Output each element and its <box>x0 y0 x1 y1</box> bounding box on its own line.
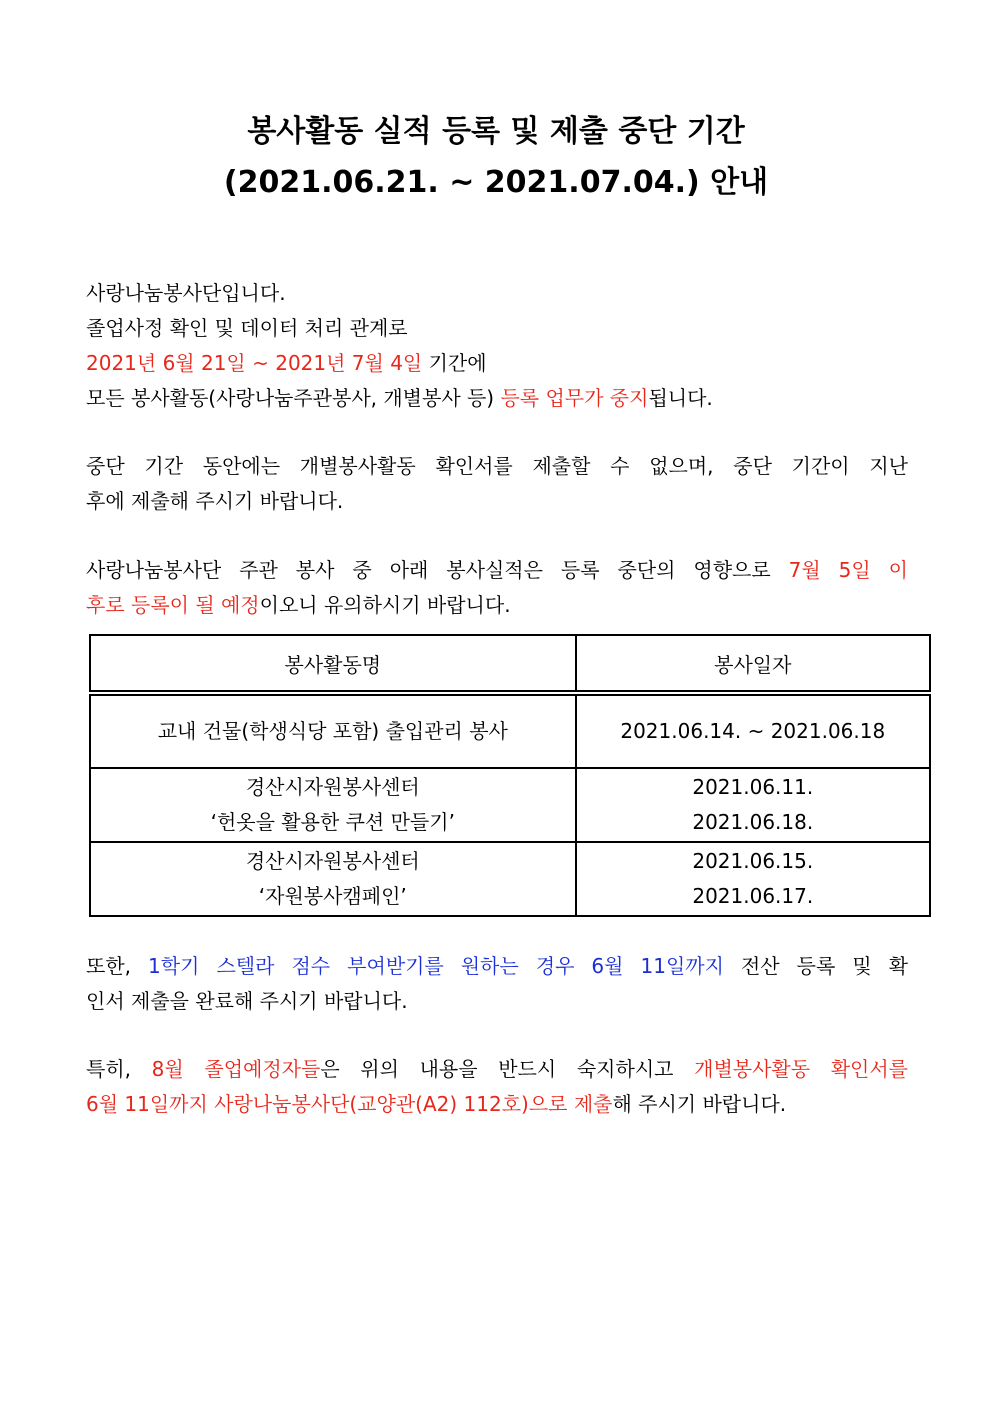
registration-suspended-highlight: 등록 업무가 중지 <box>500 386 649 410</box>
stella-paragraph <box>86 949 908 1019</box>
activity-date-cell <box>576 693 930 768</box>
notice-line <box>86 553 908 588</box>
table-row <box>90 768 930 842</box>
stella-text: 전산 등록 및 확 <box>723 954 908 978</box>
stella-deadline-highlight: 1학기 스텔라 점수 부여받기를 원하는 경우 6월 11일까지 <box>148 954 724 978</box>
activity-date: 2021.06.11. <box>692 775 814 799</box>
table-header-row <box>90 635 930 693</box>
graduates-line <box>86 1052 908 1087</box>
activity-name: ‘헌옷을 활용한 쿠션 만들기’ <box>210 810 455 834</box>
august-graduates-highlight: 8월 졸업예정자들 <box>151 1057 321 1081</box>
graduates-text: 특히, <box>86 1057 152 1081</box>
table-row <box>90 693 930 768</box>
graduates-line <box>86 1087 908 1122</box>
graduates-paragraph <box>86 1052 908 1122</box>
service-activity-table <box>89 634 931 917</box>
intro-scope-suffix: 됩니다. <box>648 386 713 410</box>
activity-date: 2021.06.14. ~ 2021.06.18 <box>620 719 886 743</box>
activity-organizer: 경산시자원봉사센터 <box>245 775 420 799</box>
notice-line <box>86 588 908 623</box>
activity-date: 2021.06.18. <box>692 810 814 834</box>
activity-name-cell <box>90 768 576 842</box>
intro-line: 졸업사정 확인 및 데이터 처리 관계로 <box>86 316 408 340</box>
table-row <box>90 842 930 916</box>
document-subtitle-period: (2021.06.21. ~ 2021.07.04.) 안내 <box>223 165 769 200</box>
suspension-paragraph <box>86 449 908 519</box>
registration-date-highlight: 7월 5일 이 <box>788 558 908 582</box>
intro-period-line <box>86 346 908 381</box>
suspension-period-highlight: 2021년 6월 21일 ~ 2021년 7월 4일 <box>86 351 423 375</box>
intro-line: 사랑나눔봉사단입니다. <box>86 281 286 305</box>
graduates-text: 은 위의 내용을 반드시 숙지하시고 <box>320 1057 695 1081</box>
header-activity-date: 봉사일자 <box>576 635 930 693</box>
registration-planned-highlight: 후로 등록이 될 예정 <box>86 593 260 617</box>
stella-line <box>86 949 908 984</box>
certificate-highlight: 개별봉사활동 확인서를 <box>694 1057 908 1081</box>
suspension-line: 후에 제출해 주시기 바랍니다. <box>86 489 344 513</box>
activity-name-cell <box>90 842 576 916</box>
intro-period-suffix: 기간에 <box>422 351 487 375</box>
notice-text: 사랑나눔봉사단 주관 봉사 중 아래 봉사실적은 등록 중단의 영향으로 <box>86 558 789 582</box>
suspension-line: 중단 기간 동안에는 개별봉사활동 확인서를 제출할 수 없으며, 중단 기간이 지난 <box>86 454 908 478</box>
notice-paragraph <box>86 553 908 623</box>
submission-location-highlight: 6월 11일까지 사랑나눔봉사단(교양관(A2) 112호)으로 제출 <box>86 1092 613 1116</box>
intro-scope-line <box>86 381 908 416</box>
activity-name-cell <box>90 693 576 768</box>
intro-paragraph <box>86 276 908 416</box>
activity-name: ‘자원봉사캠페인’ <box>258 884 407 908</box>
header-activity-name: 봉사활동명 <box>90 635 576 693</box>
stella-text: 또한, <box>86 954 149 978</box>
notice-text: 이오니 유의하시기 바랍니다. <box>259 593 511 617</box>
stella-line: 인서 제출을 완료해 주시기 바랍니다. <box>86 989 408 1013</box>
activity-date-cell <box>576 842 930 916</box>
document-title: 봉사활동 실적 등록 및 제출 중단 기간 <box>247 114 745 149</box>
graduates-text: 해 주시기 바랍니다. <box>612 1092 787 1116</box>
activity-organizer: 경산시자원봉사센터 <box>245 849 420 873</box>
activity-date-cell <box>576 768 930 842</box>
activity-name: 교내 건물(학생식당 포함) 출입관리 봉사 <box>157 719 508 743</box>
activity-date: 2021.06.15. <box>692 849 814 873</box>
intro-scope-text: 모든 봉사활동(사랑나눔주관봉사, 개별봉사 등) <box>86 386 501 410</box>
activity-date: 2021.06.17. <box>692 884 814 908</box>
